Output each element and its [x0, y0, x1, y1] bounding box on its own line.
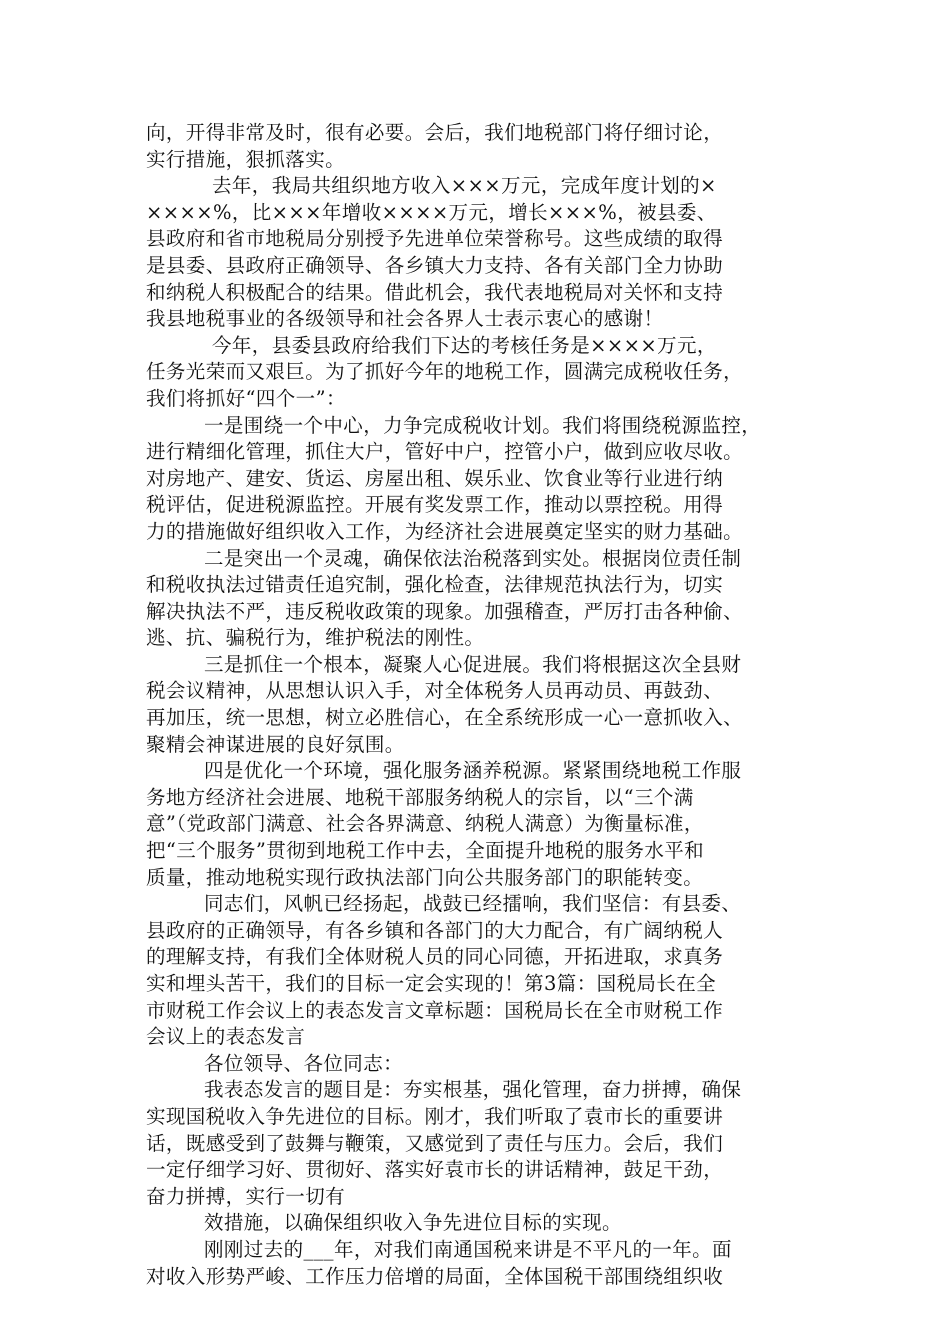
text-line: 意”（党政部门满意、社会各界满意、纳税人满意）为衡量标准，: [146, 812, 704, 836]
text-line: 我县地税事业的各级领导和社会各界人士表示衷心的感谢！: [146, 307, 664, 331]
text-line: 四是优化一个环境，强化服务涵养税源。紧紧围绕地税工作服: [204, 759, 742, 783]
text-line: 今年，县委县政府给我们下达的考核任务是××××万元，: [212, 333, 717, 357]
text-line: 税评估，促进税源监控。开展有奖发票工作，推动以票控税。用得: [146, 493, 724, 517]
text-line: 三是抓住一个根本，凝聚人心促进展。我们将根据这次全县财: [204, 652, 742, 676]
text-line: 奋力拼搏，实行一切有: [146, 1184, 346, 1208]
text-line: 务地方经济社会进展、地税干部服务纳税人的宗旨，以“三个满: [146, 785, 694, 809]
text-line: 和税收执法过错责任追究制，强化检查，法律规范执法行为，切实: [146, 573, 724, 597]
text-line: 解决执法不严，违反税收政策的现象。加强稽查，严厉打击各种偷、: [146, 599, 744, 623]
text-line: 我表态发言的题目是：夯实根基，强化管理，奋力拼搏，确保: [204, 1078, 742, 1102]
text-line: 效措施，以确保组织收入争先进位目标的实现。: [204, 1211, 622, 1235]
text-line: 去年，我局共组织地方收入×××万元，完成年度计划的×: [212, 174, 717, 198]
text-line: 任务光荣而又艰巨。为了抓好今年的地税工作，圆满完成税收任务，: [146, 360, 744, 384]
text-line: 实行措施，狠抓落实。: [146, 147, 346, 171]
text-line: 力的措施做好组织收入工作，为经济社会进展奠定坚实的财力基础。: [146, 519, 744, 543]
text-line: 对房地产、建安、货运、房屋出租、娱乐业、饮食业等行业进行纳: [146, 466, 724, 490]
text-line: 县政府和省市地税局分别授予先进单位荣誉称号。这些成绩的取得: [146, 227, 724, 251]
text-line: 进行精细化管理，抓住大户，管好中户，控管小户，做到应收尽收。: [146, 440, 744, 464]
text-line: 市财税工作会议上的表态发言文章标题：国税局长在全市财税工作: [146, 998, 724, 1022]
text-line: ××××%，比×××年增收××××万元，增长×××%，被县委、: [146, 200, 717, 224]
text-line: 一是围绕一个中心，力争完成税收计划。我们将围绕税源监控，: [204, 413, 762, 437]
text-line: 税会议精神，从思想认识入手，对全体税务人员再动员、再鼓劲、: [146, 679, 724, 703]
text-line: 县政府的正确领导，有各乡镇和各部门的大力配合，有广阔纳税人: [146, 918, 724, 942]
document-body-text: [146, 120, 822, 1290]
text-line: 同志们，风帆已经扬起，战鼓已经擂响，我们坚信：有县委、: [204, 892, 742, 916]
text-line: 把“三个服务”贯彻到地税工作中去，全面提升地税的服务水平和: [146, 839, 705, 863]
text-line: 逃、抗、骗税行为，维护税法的刚性。: [146, 626, 485, 650]
text-line: 各位领导、各位同志：: [204, 1051, 404, 1075]
text-line: 二是突出一个灵魂，确保依法治税落到实处。根据岗位责任制: [204, 546, 742, 570]
text-line: 话，既感受到了鼓舞与鞭策，又感觉到了责任与压力。会后，我们: [146, 1131, 724, 1155]
text-line: 实和埋头苦干，我们的目标一定会实现的！第3篇：国税局长在全: [146, 972, 717, 995]
text-line: 向，开得非常及时，很有必要。会后，我们地税部门将仔细讨论，: [146, 121, 724, 144]
text-line: 质量，推动地税实现行政执法部门向公共服务部门的职能转变。: [146, 865, 704, 889]
text-line: 聚精会神谋进展的良好氛围。: [146, 732, 405, 756]
text-line: 会议上的表态发言: [146, 1025, 306, 1049]
text-line: 再加压，统一思想，树立必胜信心，在全系统形成一心一意抓收入、: [146, 706, 744, 730]
text-line: 实现国税收入争先进位的目标。刚才，我们听取了袁市长的重要讲: [146, 1104, 724, 1128]
text-line: 我们将抓好“四个一”：: [146, 386, 346, 410]
text-line: 是县委、县政府正确领导、各乡镇大力支持、各有关部门全力协助: [146, 253, 724, 277]
text-line: 和纳税人积极配合的结果。借此机会，我代表地税局对关怀和支持: [146, 280, 724, 304]
text-line: 刚刚过去的___年，对我们南通国税来讲是不平凡的一年。面: [204, 1237, 732, 1261]
text-line: 对收入形势严峻、工作压力倍增的局面，全体国税干部围绕组织收: [146, 1264, 724, 1288]
text-line: 的理解支持，有我们全体财税人员的同心同德，开拓进取，求真务: [146, 945, 724, 969]
text-line: 一定仔细学习好、贯彻好、落实好袁市长的讲话精神，鼓足干劲，: [146, 1158, 724, 1182]
